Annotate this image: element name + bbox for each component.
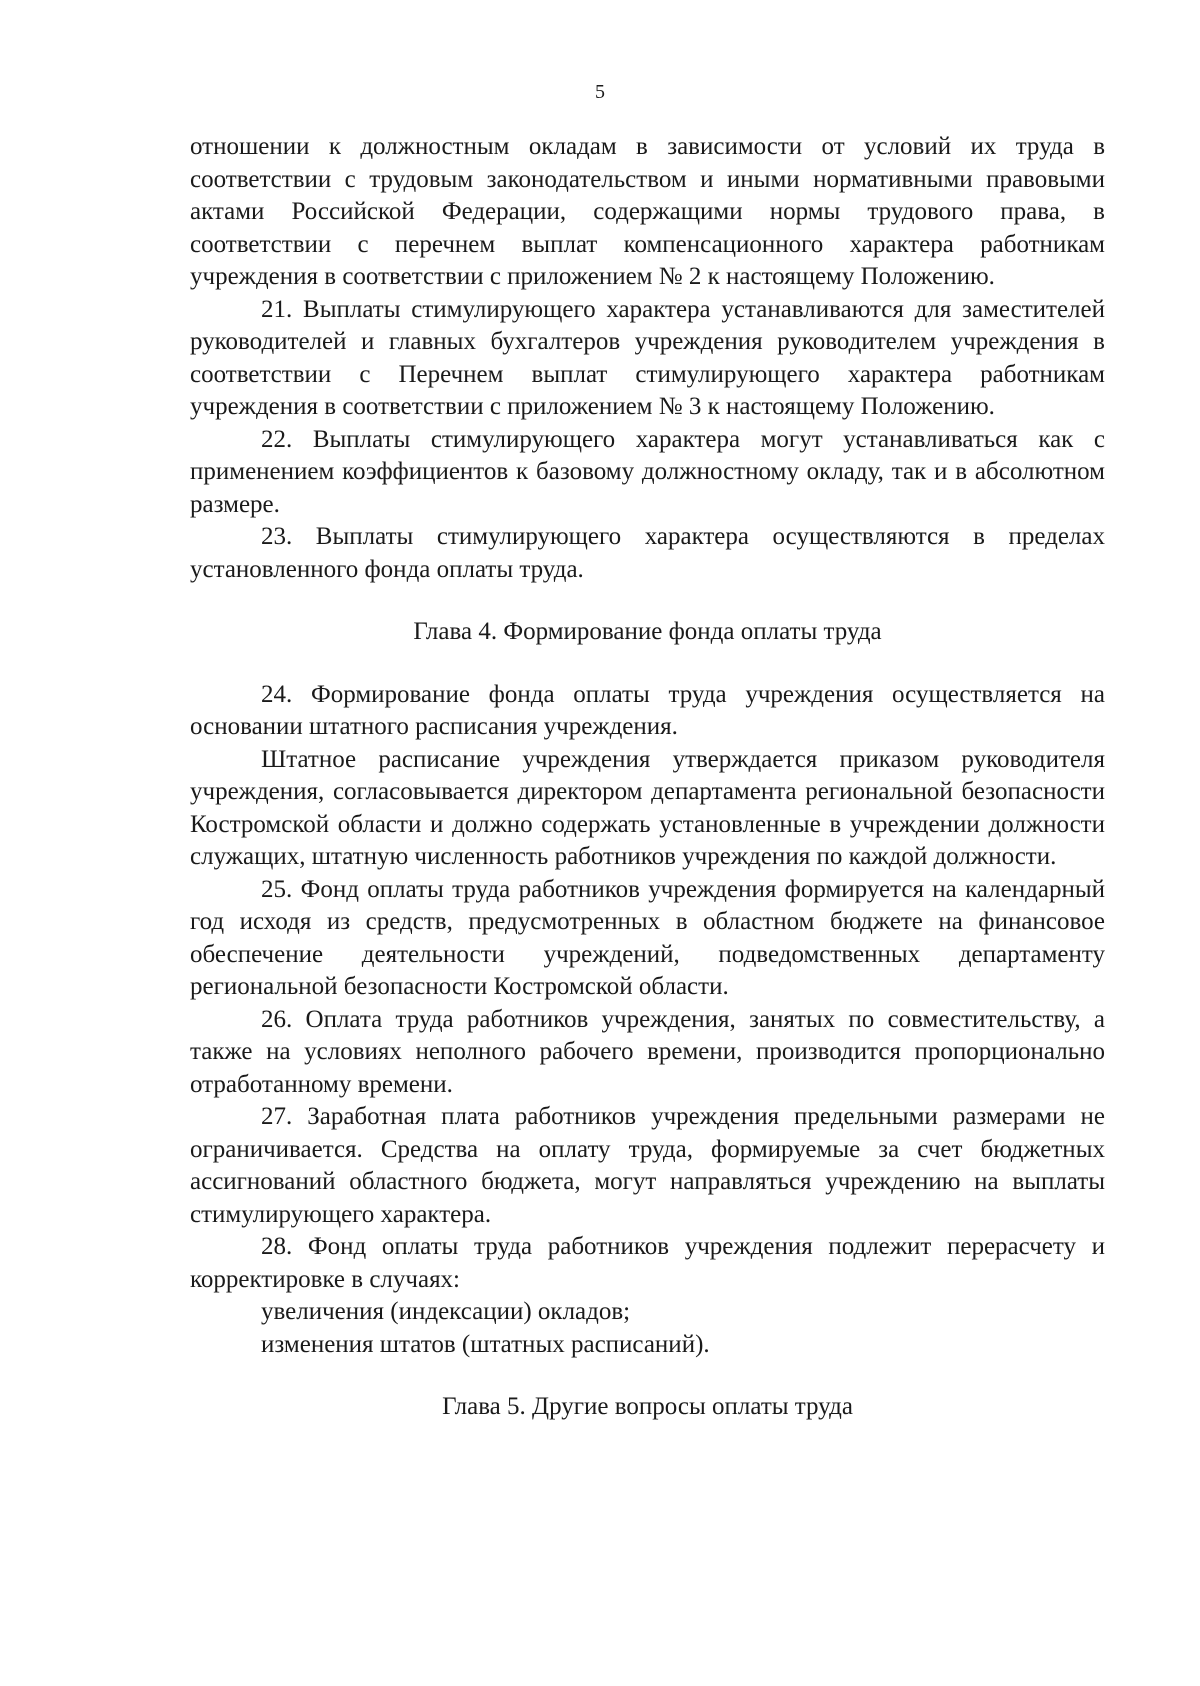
chapter-4-heading: Глава 4. Формирование фонда оплаты труда xyxy=(413,618,882,645)
paragraph-22: 22. Выплаты стимулирующего характера могут устанавливаться как с применением коэффициентов к базовому должностному окладу, так и в абсолютном размере. xyxy=(190,425,1105,518)
page-number: 5 xyxy=(595,81,605,103)
paragraph-27: 27. Заработная плата работников учреждения предельными размерами не ограничивается. Средства на оплату труда, формируемые за счет бюджетных ассигнований областного бюджета, могут направляться учреждению на выплаты стимулирующего характера. xyxy=(190,1103,1105,1228)
paragraph-23: 23. Выплаты стимулирующего характера осуществляются в пределах установленного фонда оплаты труда. xyxy=(190,523,1105,583)
paragraph-24-staff-schedule: Штатное расписание учреждения утверждается приказом руководителя учреждения, согласовывается директором департамента региональной безопасности Костромской области и должно содержать установленные в учреждении должности служащих, штатную численность работников учреждения по каждой должности. xyxy=(190,745,1105,870)
list-item-indexation: увеличения (индексации) окладов; xyxy=(261,1298,631,1325)
paragraph-28: 28. Фонд оплаты труда работников учреждения подлежит перерасчету и корректировке в случаях: xyxy=(190,1233,1105,1293)
paragraph-20-continuation: отношении к должностным окладам в зависимости от условий их труда в соответствии с трудовым законодательством и иными нормативными правовыми актами Российской Федерации, содержащими нормы трудового права, в соответствии с перечнем выплат компенсационного характера работникам учреждения в соответствии с приложением № 2 к настоящему Положению. xyxy=(190,133,1105,290)
paragraph-26: 26. Оплата труда работников учреждения, занятых по совместительству, а также на условиях неполного рабочего времени, производится пропорционально отработанному времени. xyxy=(190,1005,1105,1098)
paragraph-25: 25. Фонд оплаты труда работников учреждения формируется на календарный год исходя из средств, предусмотренных в областном бюджете на финансовое обеспечение деятельности учреждений, подведомственных департаменту региональной безопасности Костромской области. xyxy=(190,875,1105,1000)
document-body xyxy=(190,131,1105,1424)
list-item-staff-changes: изменения штатов (штатных расписаний). xyxy=(261,1330,710,1358)
paragraph-24: 24. Формирование фонда оплаты труда учреждения осуществляется на основании штатного расписания учреждения. xyxy=(190,680,1105,740)
paragraph-21: 21. Выплаты стимулирующего характера устанавливаются для заместителей руководителей и главных бухгалтеров учреждения руководителем учреждения в соответствии с Перечнем выплат стимулирующего характера работникам учреждения в соответствии с приложением № 3 к настоящему Положению. xyxy=(190,295,1105,420)
chapter-5-heading: Глава 5. Другие вопросы оплаты труда xyxy=(442,1393,853,1420)
